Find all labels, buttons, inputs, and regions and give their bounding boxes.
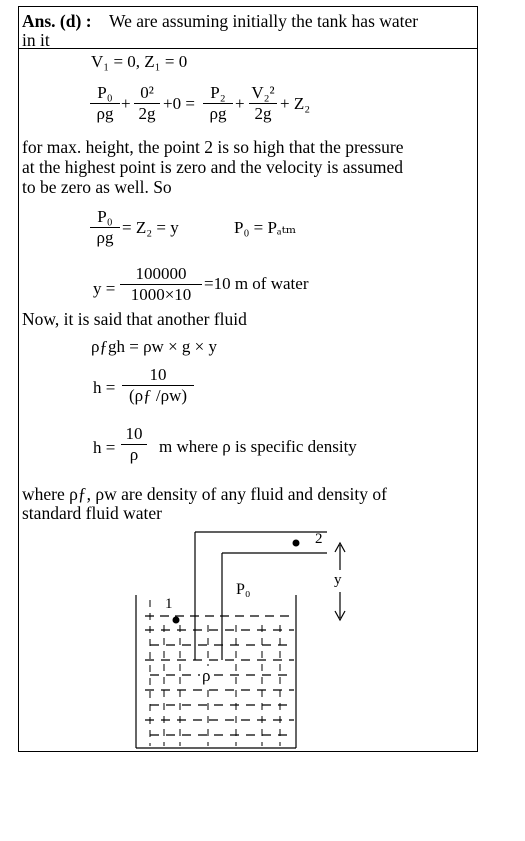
y-num: 100000: [135, 264, 187, 283]
rho-equation: ρƒgh = ρw × g × y: [91, 337, 218, 356]
y-label: y: [334, 572, 342, 588]
eq2-rhs: = Z₂ = y: [122, 218, 179, 237]
where-line2: standard fluid water: [22, 503, 162, 523]
para1-line2: at the highest point is zero and the velocity is assumed: [22, 157, 404, 177]
para1-line1: for max. height, the point 2 is so high that the pressure: [22, 137, 404, 157]
where-line1: where ρƒ, ρw are density of any fluid and density of: [22, 484, 387, 504]
p0-label: P₀: [236, 581, 251, 598]
bern-2g-2: 2g: [254, 104, 272, 123]
point-2-dot: [293, 540, 300, 547]
eq2-p0: P₀: [97, 207, 113, 226]
h2-den: ρ: [129, 445, 139, 464]
bern-rho-g-2: ρg: [209, 104, 227, 123]
bern-p0: P₀: [97, 83, 113, 102]
h2-num: 10: [125, 424, 143, 443]
bern-2g-1: 2g: [138, 104, 156, 123]
y-result: =10 m of water: [204, 274, 309, 293]
h-num: 10: [149, 365, 167, 384]
point-1-dot: [173, 617, 180, 624]
answer-label: Ans. (d) :: [22, 11, 92, 31]
point-2-label: 2: [315, 531, 323, 547]
h2-tail: m where ρ is specific density: [159, 437, 357, 456]
point-1-label: 1: [165, 596, 173, 612]
y-eq-label: y =: [93, 279, 116, 298]
h2-eq-label: h =: [93, 438, 116, 457]
plus-zero-eq: +0 =: [163, 94, 195, 113]
intro-line2: in it: [22, 30, 50, 50]
bern-zero-sq: 0²: [140, 83, 154, 102]
bern-rho-g-1: ρg: [96, 104, 114, 123]
water-hatching: [145, 630, 294, 735]
bern-p2: P₂: [210, 83, 226, 102]
water-vertical-hatching: [150, 600, 280, 746]
h-den: (ρƒ /ρw): [128, 386, 188, 405]
eq2-rho-g: ρg: [96, 228, 114, 247]
h-eq-label: h =: [93, 378, 116, 397]
y-den: 1000×10: [130, 285, 192, 304]
plus-2: +: [235, 94, 245, 113]
initial-conditions: V₁ = 0, Z₁ = 0: [91, 52, 188, 71]
intro-line1: We are assuming initially the tank has water: [109, 11, 419, 31]
p0-equals-patm: P₀ = Pₐₜₘ: [234, 218, 297, 237]
bern-z2: + Z₂: [280, 94, 311, 113]
para1-line3: to be zero as well. So: [22, 177, 172, 197]
rho-label: ρ: [202, 666, 211, 685]
now-line: Now, it is said that another fluid: [22, 309, 247, 329]
plus-1: +: [121, 94, 131, 113]
bern-v2sq: V₂²: [251, 83, 275, 102]
